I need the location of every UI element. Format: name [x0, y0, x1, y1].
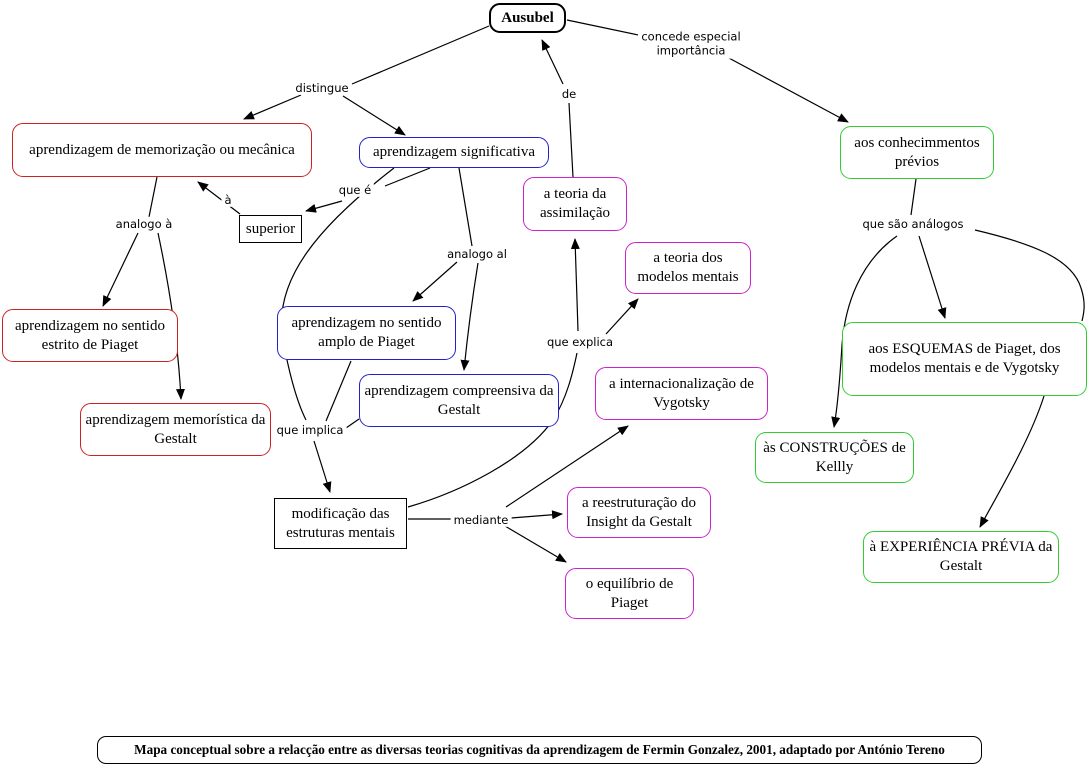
edge-mediante-equilibrio — [505, 526, 566, 562]
node-equilibrio-piaget[interactable]: o equilíbrio de Piaget — [565, 568, 694, 619]
node-aprendizagem-compreensiva-gestalt[interactable]: aprendizagem compreensiva da Gestalt — [359, 374, 559, 427]
node-teoria-modelos-mentais[interactable]: a teoria dos modelos mentais — [625, 242, 751, 294]
node-superior[interactable]: superior — [239, 215, 302, 243]
edge-label-a[interactable]: à — [221, 193, 234, 207]
node-modificacao-estruturas-mentais[interactable]: modificação das estruturas mentais — [274, 498, 407, 549]
edge-amplo-que-implica — [326, 361, 351, 421]
edge-analogo-al-amplo — [413, 262, 457, 301]
edge-label-distingue[interactable]: distingue — [292, 81, 351, 95]
edge-label-que-sao-analogos[interactable]: que são análogos — [860, 217, 967, 231]
edge-label-que-e[interactable]: que é — [336, 183, 374, 197]
edge-distingue-memorizacao — [244, 95, 301, 119]
edge-analogo-a-estrito — [103, 233, 138, 306]
map-caption[interactable]: Mapa conceptual sobre a relacção entre as diversas teorias cognitivas da aprendizagem de Fermin Gonzalez, 2001, adaptado por António Tereno — [97, 736, 982, 764]
edge-mediante-reestruturacao — [511, 514, 562, 518]
edge-analogo-al-compreensiva — [464, 263, 478, 370]
node-esquemas-piaget-modelos-vygotsky[interactable]: aos ESQUEMAS de Piaget, dos modelos mentais e de Vygotsky — [842, 322, 1087, 396]
edge-ausubel-distingue — [352, 26, 489, 84]
node-conhecimentos-previos[interactable]: aos conhecimmentos prévios — [840, 126, 994, 179]
node-construcoes-kelly[interactable]: às CONSTRUÇÕES de Kellly — [755, 432, 914, 483]
edge-label-de[interactable]: de — [559, 87, 579, 101]
edge-esquemas-experiencia — [980, 396, 1044, 527]
node-reestruturacao-insight-gestalt[interactable]: a reestruturação do Insight da Gestalt — [567, 487, 711, 538]
edge-label-analogo-al[interactable]: analogo al — [444, 247, 510, 261]
edge-que-explica-assimilacao — [575, 239, 578, 331]
node-aprendizagem-significativa[interactable]: aprendizagem significativa — [359, 137, 549, 168]
edge-ausubel-concede — [567, 20, 643, 36]
edge-compreensiva-que-implica — [346, 419, 359, 428]
edge-de-ausubel — [542, 40, 563, 84]
node-internacionalizacao-vygotsky[interactable]: a internacionalização de Vygotsky — [595, 367, 768, 420]
edge-significativa-que-e — [385, 168, 430, 186]
edge-significativa-analogo-al — [459, 168, 472, 246]
edge-que-e-superior — [306, 201, 342, 211]
node-aprendizagem-sentido-estrito-piaget[interactable]: aprendizagem no sentido estrito de Piaget — [2, 309, 178, 362]
node-aprendizagem-sentido-amplo-piaget[interactable]: aprendizagem no sentido amplo de Piaget — [277, 306, 456, 360]
node-experiencia-previa-gestalt[interactable]: à EXPERIÊNCIA PRÉVIA da Gestalt — [863, 531, 1059, 583]
edge-label-concede-especial-importancia[interactable]: concede especial importância — [638, 30, 744, 59]
edge-que-sao-esquemas — [919, 236, 945, 318]
edge-distingue-significativa — [343, 96, 405, 135]
edge-label-analogo-a[interactable]: analogo à — [113, 217, 176, 231]
edge-que-implica-modificacao — [314, 441, 330, 492]
node-aprendizagem-memoristica-gestalt[interactable]: aprendizagem memorística da Gestalt — [80, 403, 271, 456]
edge-que-sao-esquemas-right — [975, 230, 1084, 321]
edge-label-mediante[interactable]: mediante — [451, 513, 512, 527]
node-aprendizagem-memorizacao-mecanica[interactable]: aprendizagem de memorização ou mecânica — [12, 123, 312, 177]
edge-memorizacao-analogo-a — [149, 177, 157, 217]
node-ausubel[interactable]: Ausubel — [489, 3, 566, 33]
edge-conhecimentos-que-sao — [911, 179, 916, 215]
edge-label-que-implica[interactable]: que implica — [274, 423, 347, 437]
edge-que-explica-modelos-mentais — [606, 299, 638, 334]
edge-label-que-explica[interactable]: que explica — [544, 335, 616, 349]
edge-concede-conhecimentos — [727, 57, 848, 122]
node-teoria-assimilacao[interactable]: a teoria da assimilação — [523, 177, 627, 231]
edge-assimilacao-de — [569, 103, 573, 177]
